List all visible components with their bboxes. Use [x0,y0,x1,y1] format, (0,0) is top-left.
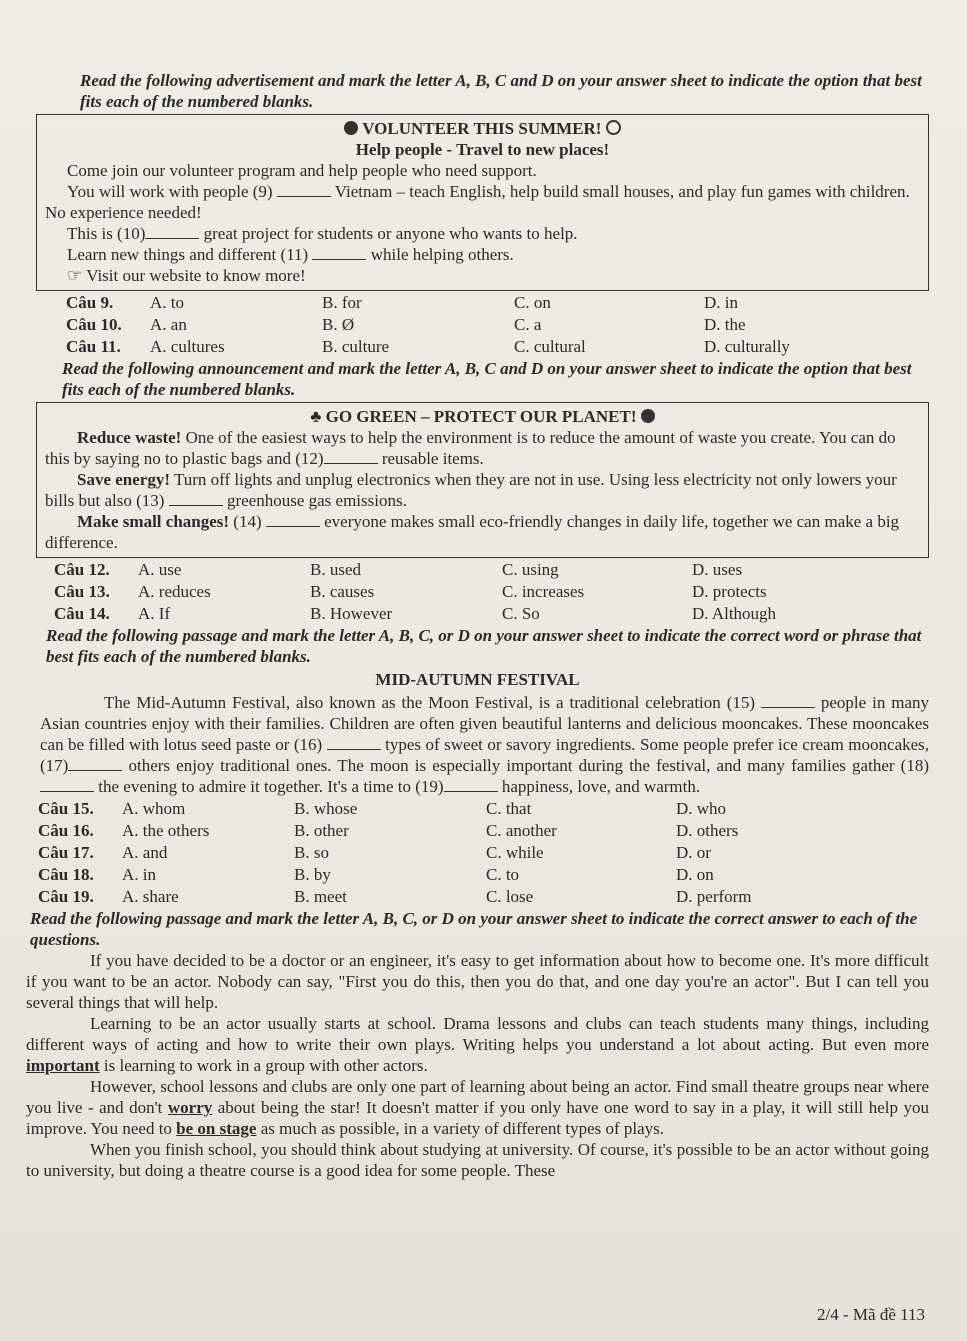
ad-line2: You will work with people (9) Vietnam – teach English, help build small houses, and play fun games with children. No experience needed! [45,182,910,222]
question-row: Câu 11. A. cultures B. culture C. cultural D. culturally [66,337,790,356]
ad-line3: This is (10) great project for students or anyone who wants to help. [67,224,578,243]
section2-instruction: Read the following announcement and mark the letter A, B, C and D on your answer sheet to indicate the option that best fits each of the numbered blanks. [62,359,912,399]
para-save-energy: Save energy! Turn off lights and unplug electronics when they are not in use. Using less electricity not only lowers your bills but also (13) greenhouse gas emissions. [45,470,897,510]
underlined-phrase-be-on-stage: be on stage [176,1119,257,1138]
question-row: Câu 15. A. whom B. whose C. that D. who [38,799,727,818]
actor-passage-p4: When you finish school, you should think about studying at university. Of course, it's possible to be an actor without going to university, but doing a theatre course is a good idea for some people. These [26,1140,929,1180]
hand-pointer-icon: ☞ [67,266,83,285]
question-row: Câu 9. A. to B. for C. on D. in [66,293,738,312]
announcement-title: ♣ GO GREEN – PROTECT OUR PLANET! [45,406,920,427]
actor-passage-p1: If you have decided to be a doctor or an engineer, it's easy to get information about how to become one. It's more difficult if you want to be an actor. Nobody can say, "First you do this, then you do that, and one day you're an actor". But I can tell you several things that will help. [26,951,929,1012]
go-green-box [36,402,929,558]
actor-passage-p2: Learning to be an actor usually starts at school. Drama lessons and clubs can teach students many things, including different ways of acting and how to write their own plays. Writing helps you understand a lot about acting. But even more important is learning to work in a group with other actors. [26,1014,929,1075]
blank-16 [327,735,381,750]
blank-10 [145,224,199,239]
earth-icon [641,409,655,423]
blank-12 [324,449,378,464]
blank-11 [312,245,366,260]
tree-icon: ♣ [310,407,322,426]
actor-passage-p3: However, school lessons and clubs are only one part of learning about being an actor. Find small theatre groups near where you live - and don't worry about being the star! It doesn't matter if you only have one word to say in a play, it will still help you improve. You need to be on stage as much as possible, in a variety of different types of plays. [26,1077,930,1138]
para-reduce-waste: Reduce waste! One of the easiest ways to help the environment is to reduce the amount of waste you create. You can do this by saying no to plastic bags and (12) reusable items. [45,428,896,468]
section3-instruction: Read the following passage and mark the letter A, B, C, or D on your answer sheet to indicate the correct word or phrase that best fits each of the numbered blanks. [46,626,922,666]
section2-questions [26,559,929,624]
section1-instruction: Read the following advertisement and mark the letter A, B, C and D on your answer sheet to indicate the option that best fits each of the numbered blanks. [80,71,922,111]
question-row: Câu 14. A. If B. However C. So D. Although [54,604,777,623]
section1-questions [26,292,929,357]
question-row: Câu 18. A. in B. by C. to D. on [38,865,714,884]
question-row: Câu 13. A. reduces B. causes C. increases D. protects [54,582,767,601]
ad-line1: Come join our volunteer program and help people who need support. [67,161,537,180]
para-small-changes: Make small changes! (14) everyone makes small eco-friendly changes in daily life, together we can make a big difference. [45,512,900,552]
underlined-word-worry: worry [167,1098,213,1117]
question-row: Câu 17. A. and B. so C. while D. or [38,843,711,862]
question-row: Câu 12. A. use B. used C. using D. uses [54,560,743,579]
ad-line4: Learn new things and different (11) while helping others. [67,245,514,264]
ad-title: VOLUNTEER THIS SUMMER! [45,118,920,139]
blank-19 [444,777,498,792]
section4-instruction: Read the following passage and mark the letter A, B, C, or D on your answer sheet to indicate the correct answer to each of the questions. [30,909,918,949]
question-row: Câu 16. A. the others B. other C. another D. others [38,821,739,840]
section3-questions [26,798,929,907]
globe-icon [344,121,358,135]
blank-14 [266,512,320,527]
ad-line5: ☞ Visit our website to know more! [67,266,306,285]
question-row: Câu 19. A. share B. meet C. lose D. perform [38,887,752,906]
passage-title: MID-AUTUMN FESTIVAL [375,670,580,689]
ad-subtitle: Help people - Travel to new places! [355,140,610,159]
blank-9 [277,182,331,197]
question-row: Câu 10. A. an B. Ø C. a D. the [66,315,746,334]
volunteer-ad-box [36,114,929,291]
blank-15 [761,693,815,708]
page-footer: 2/4 - Mã đề 113 [817,1305,925,1324]
blank-17 [68,756,122,771]
blank-18 [40,777,94,792]
blank-13 [169,491,223,506]
underlined-word-important: important [26,1056,100,1075]
smile-icon [606,120,621,135]
mid-autumn-passage: The Mid-Autumn Festival, also known as the Moon Festival, is a traditional celebration (15) people in many Asian countries enjoy with their families. Children are often given beautiful lanterns and delicious mooncakes. These mooncakes can be filled with lotus seed paste or (16) types of sweet or savory ingredients. Some people prefer ice cream mooncakes, (17) others enjoy traditional ones. The moon is especially important during the festival, and many families gather (18) the evening to admire it together. It's a time to (19) happiness, love, and warmth. [40,693,930,796]
